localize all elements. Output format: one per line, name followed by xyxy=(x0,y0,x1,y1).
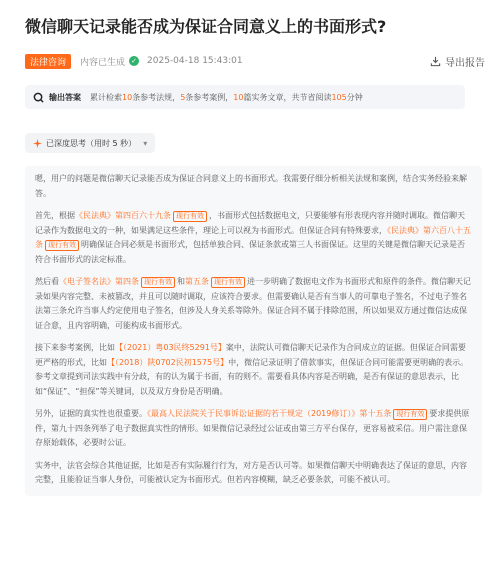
status-badge: 现行有效 xyxy=(211,277,245,288)
status-badge: 现行有效 xyxy=(45,240,79,251)
case-link[interactable]: 【（2018）陕0702民初1575号】 xyxy=(107,357,229,367)
paragraph-intro: 嗯，用户的问题是微信聊天记录能否成为保证合同意义上的书面形式。我需要仔细分析相关法规和案例，结合实务经验来解答。 xyxy=(35,174,467,198)
answer-logo-icon xyxy=(33,92,44,103)
deep-think-toggle[interactable] xyxy=(25,133,155,153)
paragraph-5: 另外，证据的真实性也很重要。《最高人民法院关于民事诉讼证据的若干规定（2019修订）》第十五条 现行有效 要求提供原件，第九十四条列举了电子数据真实性的情形。如果微信记录经过公证或由第三方平台保存，更容易被采信。用户需注意保存原始载体，必要时公证。 xyxy=(35,409,470,447)
law-link[interactable]: 《最高人民法院关于民事诉讼证据的若干规定（2019修订）》第十五条 xyxy=(147,409,392,418)
category-tag: 法律咨询 xyxy=(25,54,71,69)
summary-bar xyxy=(25,85,465,109)
status-badge: 现行有效 xyxy=(173,211,207,222)
paragraph-4: 接下来参考案例，比如【（2021）粤03民终5291号】案中，法院认可微信聊天记录作为合同成立的证据。但保证合同需要更严格的形式，比如【（2018）陕0702民初1575号】中，微信记录证明了借款事实，但保证合同可能需要更明确的表示。参考文章提到司法实践中有分歧，有的认为属于书面，有的则不。需要看具体内容是否明确，是否有保证的意思表示，比如“保证”、“担保”等关键词，以及双方身份是否明确。 xyxy=(35,343,469,396)
law-link[interactable]: 《民法典》第六百八十五条 xyxy=(35,225,471,249)
deep-think-label: 已深度思考（用时 5 秒） xyxy=(46,138,137,148)
law-link[interactable]: 《民法典》第四百六十九条 xyxy=(75,211,171,220)
paragraph-6: 实务中，法官会综合其他证据，比如是否有实际履行行为，对方是否认可等。如果微信聊天中明确表达了保证的意思，内容完整，且能验证当事人身份，可能被认定为书面形式。但若内容模糊，缺乏必要条款，可能不被认可。 xyxy=(35,460,467,484)
paragraph-3: 然后看《电子签名法》第四条 现行有效 和第五条 现行有效 进一步明确了数据电文作为书面形式和原件的条件。微信聊天记录如果内容完整、未被篡改，并且可以随时调取，应该符合要求。但需要确认是否有当事人的可靠电子签名，不过电子签名法第三条允许当事人约定使用电子签名，但涉及人身关系等除外。保证合同不属于排除范围，所以如果双方通过微信达成保证合意，且内容明确，可能构成书面形式。 xyxy=(35,277,471,330)
summary-label: 输出答案 xyxy=(49,92,81,102)
timestamp: 2025-04-18 15:43:01 xyxy=(147,56,243,66)
sparkle-icon xyxy=(33,139,42,148)
page-title: 微信聊天记录能否成为保证合同意义上的书面形式? xyxy=(25,17,387,36)
export-icon xyxy=(430,56,441,67)
summary-text: 累计检索10条参考法规，5条参考案例，10篇实务文章，共节省阅读105分钟 xyxy=(90,92,363,102)
paragraph-2: 首先，根据《民法典》第四百六十九条 现行有效 ，书面形式包括数据电文，只要能够有形表现内容并随时调取。微信聊天记录作为数据电文的一种，如果满足这些条件，理论上可以视为书面形式。但保证合同有特殊要求，《民法典》第六百八十五条 现行有效 明确保证合同必须是书面形式，包括单独合同、保证条款或第三人书面保证。这里的关键是微信聊天记录是否符合书面形式的法定标准。 xyxy=(35,211,471,264)
law-link[interactable]: 《电子签名法》第四条 xyxy=(59,277,139,286)
reasoning-content xyxy=(25,166,482,496)
status-badge: 现行有效 xyxy=(141,277,175,288)
generated-status: 内容已生成 xyxy=(80,57,126,68)
law-link[interactable]: 第五条 xyxy=(185,277,209,286)
check-icon: ✓ xyxy=(129,56,139,66)
meta-row xyxy=(25,52,485,70)
case-link[interactable]: 【（2021）粤03民终5291号】 xyxy=(115,343,226,352)
status-badge: 现行有效 xyxy=(393,409,427,420)
export-report-button[interactable] xyxy=(430,54,485,69)
export-label: 导出报告 xyxy=(445,57,485,69)
chevron-down-icon: ▾ xyxy=(143,138,148,148)
